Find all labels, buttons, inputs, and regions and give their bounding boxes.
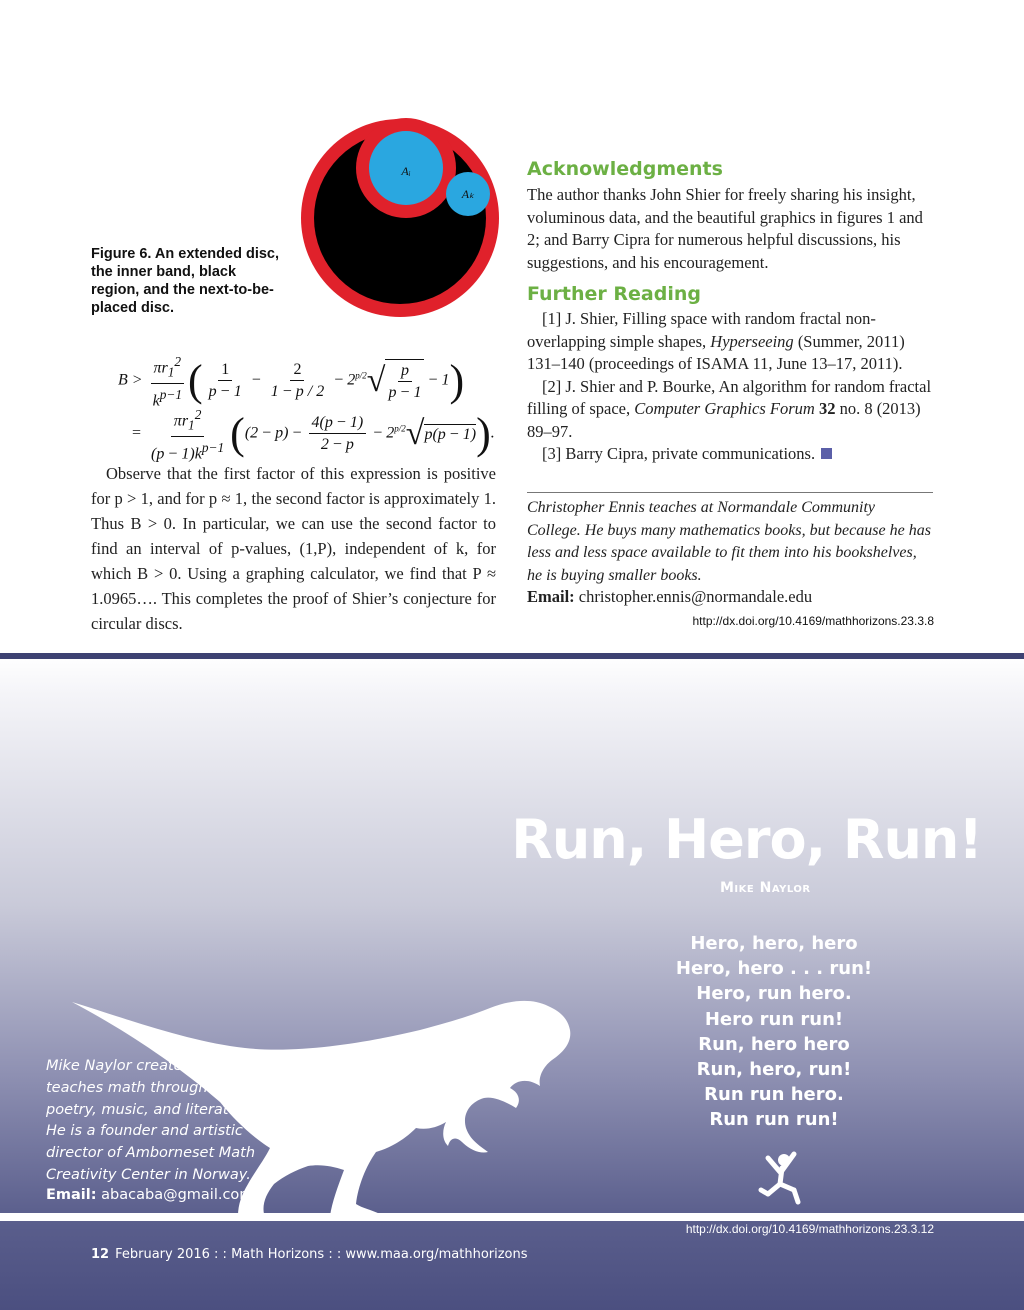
article-doi-link[interactable]: http://dx.doi.org/10.4169/mathhorizons.23.3.8	[692, 614, 934, 628]
equation-line-1: B > $\frac{\pi r_1^2}{k^{p-1}}$ ( $\frac{1}{p - 1}$ − $\frac{2}{1 - p / 2}$ − $2^{p/2}$ √ $\frac{p}{p - 1}$ − 1)	[118, 354, 465, 409]
page-number: 12	[91, 1247, 110, 1262]
disc-ak-label: Aₖ	[461, 187, 475, 201]
ground-line	[0, 1213, 1024, 1221]
author-bio: Christopher Ennis teaches at Normandale Community College. He buys many mathematics books, but because he has less and less space available to fit them into his bookshelves, he is buying smaller books.	[527, 499, 931, 584]
running-figure-icon	[758, 1148, 806, 1206]
poem-line: Run, hero hero	[698, 1033, 850, 1055]
reference-1: [1] J. Shier, Filling space with random fractal non-overlapping simple shapes, Hyperseeing (Summer, 2011) 131–140 (proceedings of ISAMA 11, June 13–17, 2011).	[527, 309, 905, 373]
reference-2: [2] J. Shier and P. Bourke, An algorithm for random fractal filling of space, Computer Graphics Forum 32 no. 8 (2013) 89–97.	[527, 376, 932, 441]
poem-line: Hero, run hero.	[696, 983, 852, 1005]
poem-line: Hero, hero . . . run!	[675, 958, 873, 980]
poet-bio: Mike Naylor creates and teaches math through art, poetry, music, and literature. He is a founder and artistic director of Amborneset Math Creativity Center in Norway.	[46, 1058, 258, 1183]
footer-text: February 2016 : : Math Horizons : : www.maa.org/mathhorizons	[115, 1247, 528, 1262]
acknowledgments-heading: Acknowledgments	[527, 158, 723, 180]
disc-ai-label: Aᵢ	[401, 164, 411, 178]
end-of-article-mark	[821, 448, 832, 459]
figure-caption: Figure 6. An extended disc, the inner band, black region, and the next-to-be-placed disc.	[91, 246, 280, 316]
panel-top-bar	[0, 653, 1024, 659]
equation-line-2: = $\frac{\pi r_1^2}{(p - 1)k^{p-1}}$ ((2 − p) − $\frac{4(p - 1)}{2 - p}$ − $2^{p/2}$ √ p(p − 1) ).	[132, 407, 495, 462]
poem-line: Run run hero.	[704, 1084, 844, 1106]
poet-email-link[interactable]: abacaba@gmail.com	[101, 1187, 254, 1203]
poem-line: Hero, hero, hero	[690, 933, 858, 954]
poem-line: Hero run run!	[704, 1008, 844, 1030]
reference-list	[527, 308, 932, 466]
poem-lines	[664, 931, 884, 1133]
poem-title: Run, Hero, Run!	[511, 808, 982, 871]
poem-doi-link[interactable]: http://dx.doi.org/10.4169/mathhorizons.23.3.12	[685, 1222, 934, 1236]
bio-divider	[527, 492, 933, 493]
further-reading-heading: Further Reading	[527, 283, 701, 305]
extended-disc-figure	[300, 118, 500, 318]
poet-email-line: Email: abacaba@gmail.com	[46, 1187, 254, 1203]
page-footer	[91, 1247, 528, 1262]
author-email-link[interactable]: christopher.ennis@normandale.edu	[578, 587, 813, 606]
poem-author: Mike Naylor	[720, 880, 811, 896]
proof-conclusion-paragraph: Observe that the first factor of this expression is positive for p > 1, and for p ≈ 1, the second factor is approximately 1. Thus B > 0. In particular, we can use the second factor to find an interval of p-values, (1,P), independent of k, for which B > 0. Using a graphing calculator, we find that P ≈ 1.0965…. This completes the proof of Shier’s conjecture for circular discs.	[91, 464, 496, 633]
reference-3: [3] Barry Cipra, private communications.	[527, 443, 932, 466]
author-email-line: Email: christopher.ennis@normandale.edu	[527, 587, 813, 606]
poem-line: Run run run!	[709, 1109, 839, 1131]
poem-line: Run, hero, run!	[696, 1059, 852, 1081]
acknowledgments-body: The author thanks John Shier for freely sharing his insight, voluminous data, and the beautiful graphics in figures 1 and 2; and Barry Cipra for numerous helpful discussions, his suggestions, and his encouragement.	[527, 185, 923, 272]
